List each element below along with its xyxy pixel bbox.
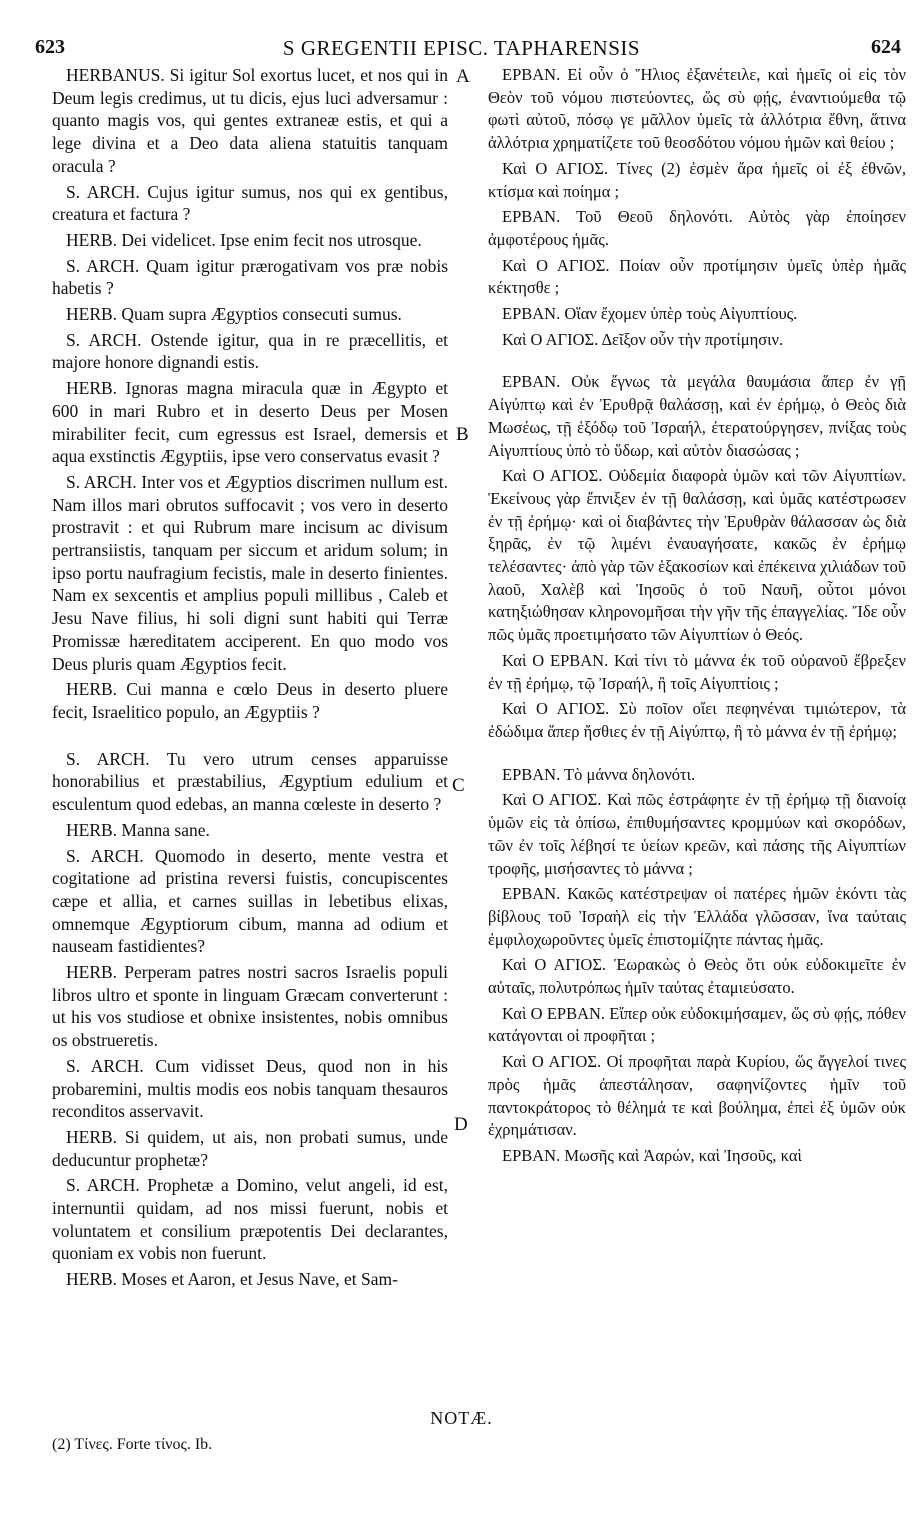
latin-paragraph: S. ARCH. Prophetæ a Domino, velut angeli, id est, internuntii quidam, ad nos missi fuerunt, nobis et voluntatem et consilium præpotentis Dei declarantes, quoniam ex vobis non fuerunt. (52, 1175, 448, 1264)
latin-paragraph: S. ARCH. Cum vidisset Deus, quod non in his probaremini, multis modis eos nobis tanquam thesauros reconditos asservavit. (52, 1055, 448, 1122)
greek-paragraph: ΕΡΒΑΝ. Οὐκ ἔγνως τὰ μεγάλα θαυμάσια ἅπερ ἐν γῇ Αἰγύπτῳ καὶ ἐν Ἐρυθρᾷ θαλάσσῃ, καὶ ἐν ἐρήμῳ, ὁ Θεὸς διὰ Μωσέως, τῇ ἐξόδῳ τοῦ Ἰσραήλ, ἐτερατούργησεν, πνίξας τοὺς Αἰγυπτίους ὑπὸ τὸ ὕδωρ, καὶ αὐτὸν διασώσας ; (488, 372, 906, 460)
greek-paragraph: Καὶ Ο ΑΓΙΟΣ. Δεῖξον οὖν τὴν προτίμησιν. (502, 329, 784, 349)
page-number-right: 624 (871, 36, 901, 58)
greek-paragraph: Καὶ Ο ΑΓΙΟΣ. Οἱ προφῆται παρὰ Κυρίου, ὥς ἄγγελοί τινες πρὸς ἡμᾶς ἀπεστάλησαν, σαφηνίζοντες ἡμῖν τοῦ παντοκράτορος τὸ θέλημά τε καὶ βούλημα, ἐπεὶ ἐξ ὑμῶν οὐκ ἐχρημάτισαν. (488, 1052, 906, 1140)
latin-paragraph: HERB. Perperam patres nostri sacros Israelis populi libros ultro et sponte in linguam Græcam converterunt : ut his vos studiose et obnixe insistentes, nobis omnibus os obstrueretis. (52, 962, 448, 1051)
latin-column (52, 64, 448, 1294)
greek-paragraph: Καὶ Ο ΑΓΙΟΣ. Σὺ ποῖον οἴει πεφηνέναι τιμιώτερον, τὰ ἐδώδιμα ἅπερ ἤσθιες ἐν τῇ Αἰγύπτῳ, ἢ τὸ μάννα ἐν τῇ ἐρήμῳ; (488, 699, 906, 741)
greek-paragraph: ΕΡΒΑΝ. Κακῶς κατέστρεψαν οἱ πατέρες ἡμῶν ἑκόντι τὰς βίβλους τοῦ Ἰσραὴλ εἰς τὴν Ἑλλάδα γλῶσσαν, ἵνα ταύταις ἐμφιλοχωροῦντες ὑμεῖς ἐπιστομίζητε πάντας ἡμᾶς. (488, 884, 906, 949)
greek-column (488, 64, 906, 1171)
latin-paragraph: S. ARCH. Cujus igitur sumus, nos qui ex gentibus, creatura et factura ? (52, 181, 448, 225)
latin-paragraph: S. ARCH. Inter vos et Ægyptios discrimen nullum est. Nam illos mari obrutos suffocavit ; vos vero in deserto prostravit : et qui Rubrum mare incisum ac divisum pertransiistis, tanquam per siccum et aridum solum; in ipso portu naufragium fecistis, male in deserto finientes. Nam ex sexcentis et amplius populi millibus , Caleb et Jesu Nave filius, hi soli digni sunt habiti qui Terræ Promissæ hæreditatem acciperent. En quo modo vos Deus pluris quam Ægyptios fecit. (52, 471, 448, 674)
greek-paragraph: Καὶ Ο ΑΓΙΟΣ. Οὐδεμία διαφορὰ ὑμῶν καὶ τῶν Αἰγυπτίων. Ἐκείνους γὰρ ἔπνιξεν ἐν τῇ θαλάσσῃ, καὶ ὑμᾶς κατέστρωσεν ἐν τῇ ἐρήμῳ· καὶ οἱ διαβάντες τὴν Ἐρυθρὰν θάλασσαν ὡς διὰ ξηρᾶς, ἐν τῷ λιμένι ἐναυαγήσατε, κακῶς ἐν ἐρήμῳ τελέσαντες· ἀπὸ γὰρ τῶν ἑξακοσίων καὶ ἐπέκεινα χιλιάδων τοῦ λαοῦ, Χαλὲβ καὶ Ἰησοῦς ὁ τοῦ Ναυῆ, οὗτοι μόνοι κατηξιώθησαν κληρονομῆσαι τὴν γῆν τῆς ἐπαγγελίας. Ἴδε οὖν πῶς ὑμᾶς προετιμήσατο τῶν Αἰγυπτίων ὁ Θεός. (488, 466, 906, 645)
page-number-left: 623 (35, 36, 65, 58)
greek-paragraph: Καὶ Ο ΑΓΙΟΣ. Ἑωρακὼς ὁ Θεὸς ὅτι οὐκ εὐδοκιμεῖτε ἐν αὐταῖς, πολυτρόπως ἡμῖν ταύτας ἐταμιεύσατο. (488, 955, 906, 998)
greek-paragraph: Καὶ Ο ΑΓΙΟΣ. Ποίαν οὖν προτίμησιν ὑμεῖς ὑπὲρ ἡμᾶς κέκτησθε ; (488, 255, 906, 298)
greek-paragraph: Καὶ Ο ΑΓΙΟΣ. Καὶ πῶς ἐστράφητε ἐν τῇ ἐρήμῳ τῇ διανοίᾳ ὑμῶν εἰς τὰ ὀπίσω, ἐπιθυμήσαντες κρομμύων καὶ σκορόδων, τῶν ἐν τοῖς λέβησί τε ὑείων κρεῶν, καὶ πάσης τῆς Αἰγυπτίων τροφῆς, μισήσαντες τὸ μάννα ; (488, 790, 906, 878)
latin-paragraph: HERB. Quam supra Ægyptios consecuti sumus. (66, 304, 402, 325)
footnote: (2) Τίνες. Forte τίνος. Ib. (52, 1436, 213, 1453)
greek-paragraph: Καὶ Ο ΑΓΙΟΣ. Τίνες (2) ἐσμὲν ἄρα ἡμεῖς οἱ ἐξ ἐθνῶν, κτίσμα καὶ ποίημα ; (488, 158, 906, 201)
greek-paragraph: ΕΡΒΑΝ. Τὸ μάννα δηλονότι. (502, 764, 696, 784)
margin-marker-d: D (454, 1114, 468, 1135)
greek-paragraph: ΕΡΒΑΝ. Οἵαν ἔχομεν ὑπὲρ τοὺς Αἰγυπτίους. (502, 304, 798, 324)
latin-paragraph: HERB. Si quidem, ut ais, non probati sumus, unde deducuntur prophetæ? (52, 1126, 448, 1170)
latin-paragraph: S. ARCH. Quomodo in deserto, mente vestra et cogitatione ad pristina reversi fuistis, concupiscentes cæpe et allia, et carnes suillas in lebetibus elixas, omnemque Ægyptiorum cibum, manna ad odium et nauseam fastidientes? (52, 845, 448, 957)
greek-paragraph: Καὶ Ο ΕΡΒΑΝ. Εἴπερ οὐκ εὐδοκιμήσαμεν, ὥς σὺ φῄς, πόθεν κατάγονται οἱ προφῆται ; (488, 1003, 906, 1046)
latin-paragraph: S. ARCH. Quam igitur prærogativam vos præ nobis habetis ? (52, 255, 448, 299)
greek-paragraph: ΕΡΒΑΝ. Μωσῆς καὶ Ἀαρών, καὶ Ἰησοῦς, καὶ (502, 1145, 802, 1165)
running-title: S GREGENTII EPISC. TAPHARENSIS (282, 36, 641, 60)
greek-paragraph: Καὶ Ο ΕΡΒΑΝ. Καὶ τίνι τὸ μάννα ἐκ τοῦ οὐρανοῦ ἔβρεξεν ἐν τῇ ἐρήμῳ, τῷ Ἰσραήλ, ἢ τοῖς Αἰγυπτίοις ; (488, 650, 906, 693)
notes-heading: NOTÆ. (430, 1408, 493, 1428)
latin-paragraph: HERBANUS. Si igitur Sol exortus lucet, et nos qui in Deum legis credimus, ut tu dicis, ejus luci adversamur : quanto magis vos, qui gentes extraneæ estis, et qui a lege divina et a Deo data aliena statuitis tanquam oracula ? (52, 65, 448, 176)
latin-paragraph: S. ARCH. Ostende igitur, qua in re præcellitis, et majore honore dignandi estis. (52, 329, 448, 373)
latin-paragraph: HERB. Moses et Aaron, et Jesus Nave, et Sam- (66, 1269, 398, 1290)
latin-paragraph: HERB. Manna sane. (66, 819, 210, 840)
margin-marker-b: B (456, 424, 469, 445)
latin-paragraph: S. ARCH. Tu vero utrum censes apparuisse honorabilius et præstabilius, Ægyptium edulium et esculentum quod edebas, an manna cœleste in deserto ? (52, 748, 448, 815)
greek-paragraph: ΕΡΒΑΝ. Εἰ οὖν ὁ Ἥλιος ἐξανέτειλε, καὶ ἡμεῖς οἱ εἰς τὸν Θεὸν τοῦ νόμου πιστεύοντες, ὥς σὺ φῄς, ἐναντιούμεθα τῷ φωτὶ αὐτοῦ, πόσῳ γε μᾶλλον ὑμεῖς τὰ ἀλλότρια ἔθνη, ἅτινα ἀλλότρια χρηματίζετε τοῦ θεοσδότου νόμου ἡμῶν καὶ θείου ; (488, 65, 906, 153)
margin-marker-a: A (456, 66, 470, 87)
margin-marker-c: C (452, 775, 465, 796)
latin-paragraph: HERB. Dei videlicet. Ipse enim fecit nos utrosque. (66, 229, 422, 250)
running-header (0, 36, 923, 62)
latin-paragraph: HERB. Ignoras magna miracula quæ in Ægypto et 600 in mari Rubro et in deserto Deus per Mosen mirabiliter fecit, cum egressus est Israel, demersis et aqua exstinctis Ægyptiis, ipse vero conservatus evasit ? (52, 378, 448, 467)
latin-paragraph: HERB. Cui manna e cœlo Deus in deserto pluere fecit, Israelitico populo, an Ægyptiis ? (52, 679, 448, 722)
greek-paragraph: ΕΡΒΑΝ. Τοῦ Θεοῦ δηλονότι. Αὐτὸς γὰρ ἐποίησεν ἀμφοτέρους ἡμᾶς. (488, 207, 906, 249)
